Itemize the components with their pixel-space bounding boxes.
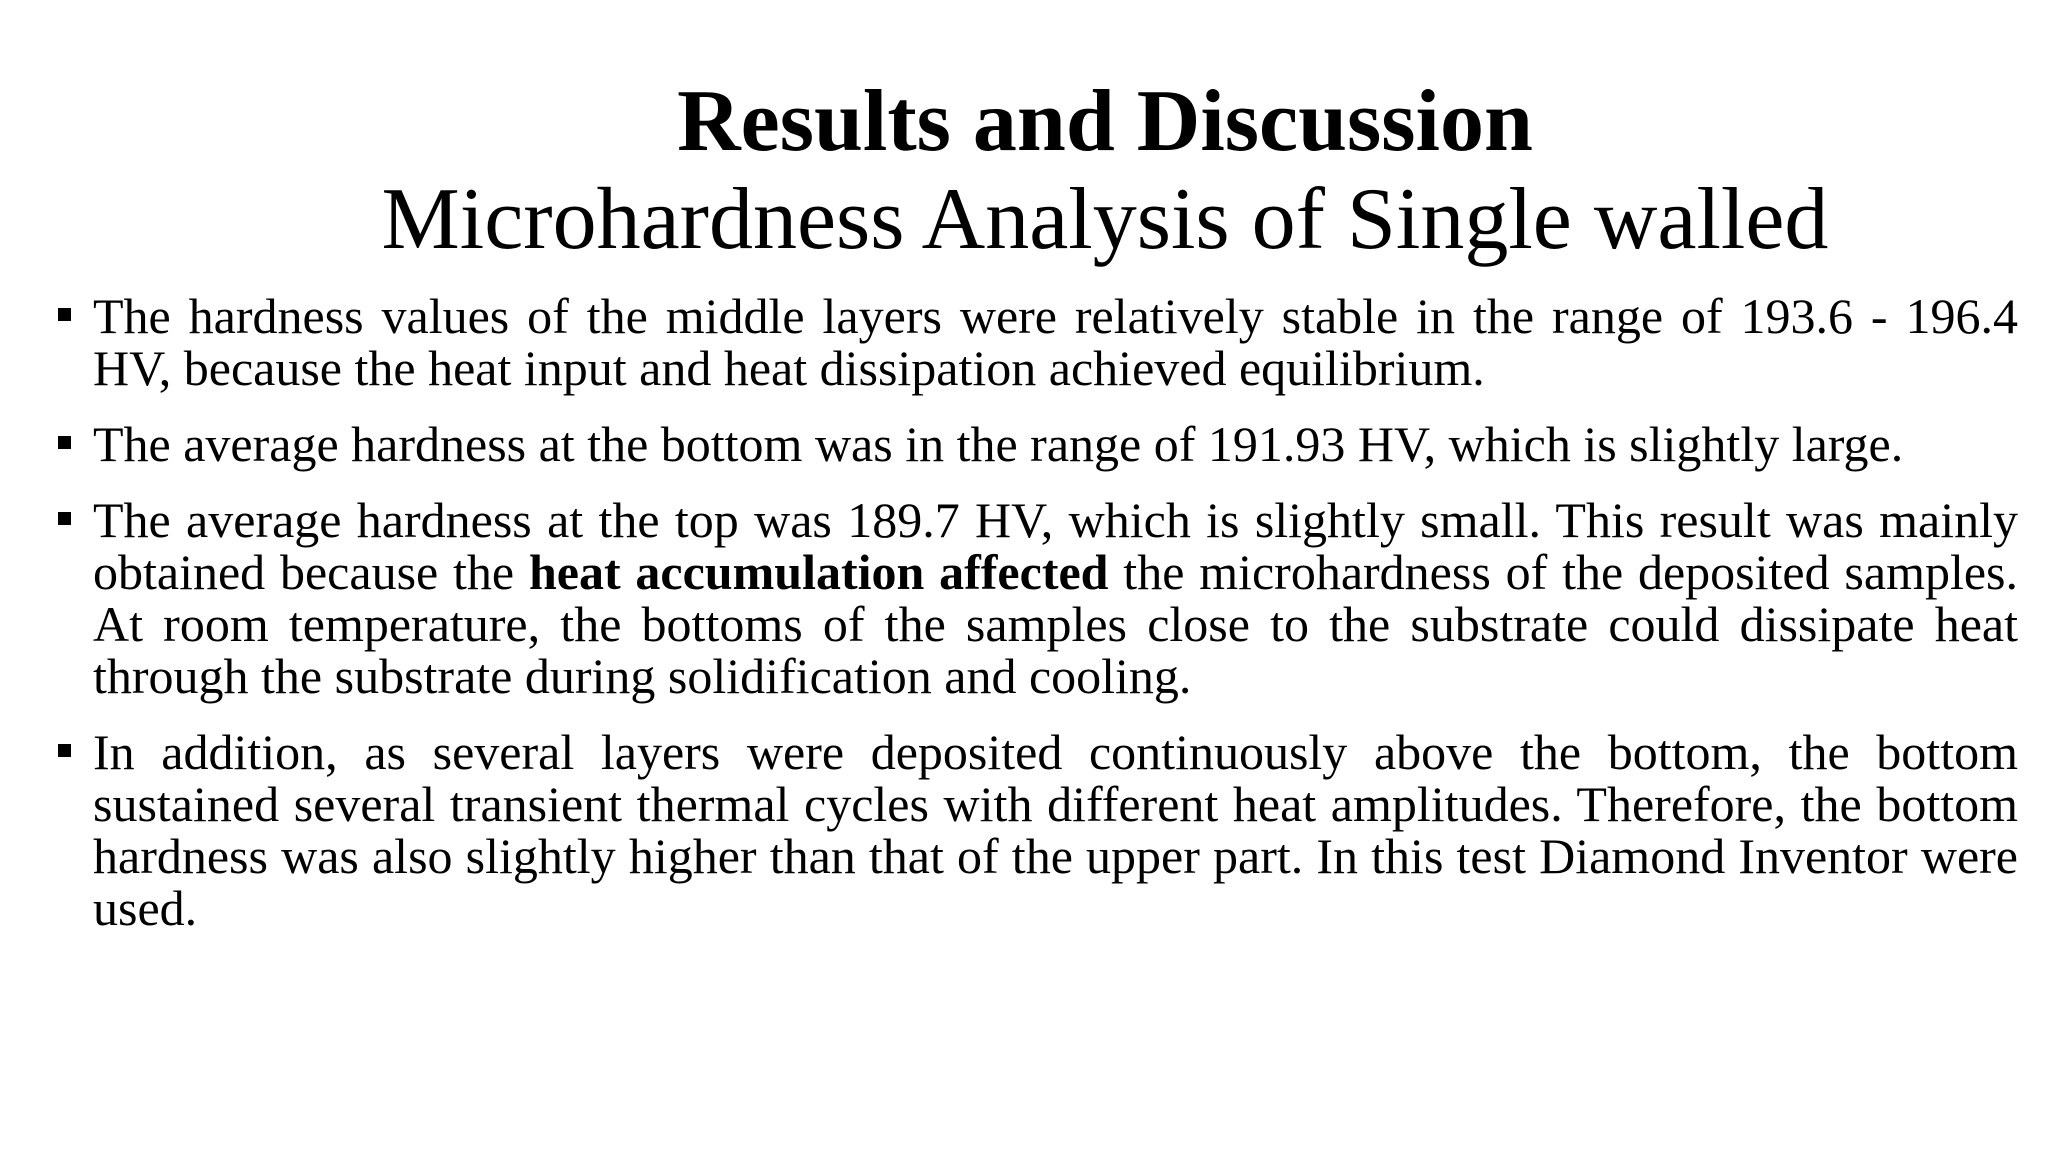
bullet-item <box>50 418 2018 470</box>
bullet-text <box>93 492 2018 704</box>
bullet-item <box>50 290 2018 394</box>
bullet-item <box>50 726 2018 934</box>
bullet-item <box>50 494 2018 702</box>
square-bullet-icon <box>58 744 71 757</box>
bullet-text-part: The average hardness at the top was 189.7 HV, which is slightly small. This result was mainly obtained because the <box>93 492 2018 600</box>
slide-title: Results and Discussion <box>677 73 1533 170</box>
square-bullet-icon <box>58 308 71 321</box>
bullet-text-part: the microhardness of the deposited samples. At room temperature, the bottoms of the samples close to the substrate could dissipate heat through the substrate during solidification and cooling. <box>93 544 2019 704</box>
bullet-text: In addition, as several layers were deposited continuously above the bottom, the bottom sustained several transient thermal cycles with different heat amplitudes. Therefore, the bottom hardness was also slightly higher than that of the upper part. In this test Diamond Inventor were used. <box>93 724 2018 936</box>
square-bullet-icon <box>58 436 71 449</box>
bullet-list <box>50 290 2018 958</box>
bullet-text-emphasis: heat accumulation affected <box>528 544 1109 600</box>
square-bullet-icon <box>58 512 71 525</box>
slide-subtitle: Microhardness Analysis of Single walled <box>381 171 1829 268</box>
bullet-text: The average hardness at the bottom was in the range of 191.93 HV, which is slightly large. <box>93 416 1904 472</box>
bullet-text: The hardness values of the middle layers were relatively stable in the range of 193.6 - 196.4 HV, because the heat input and heat dissipation achieved equilibrium. <box>93 288 2018 396</box>
